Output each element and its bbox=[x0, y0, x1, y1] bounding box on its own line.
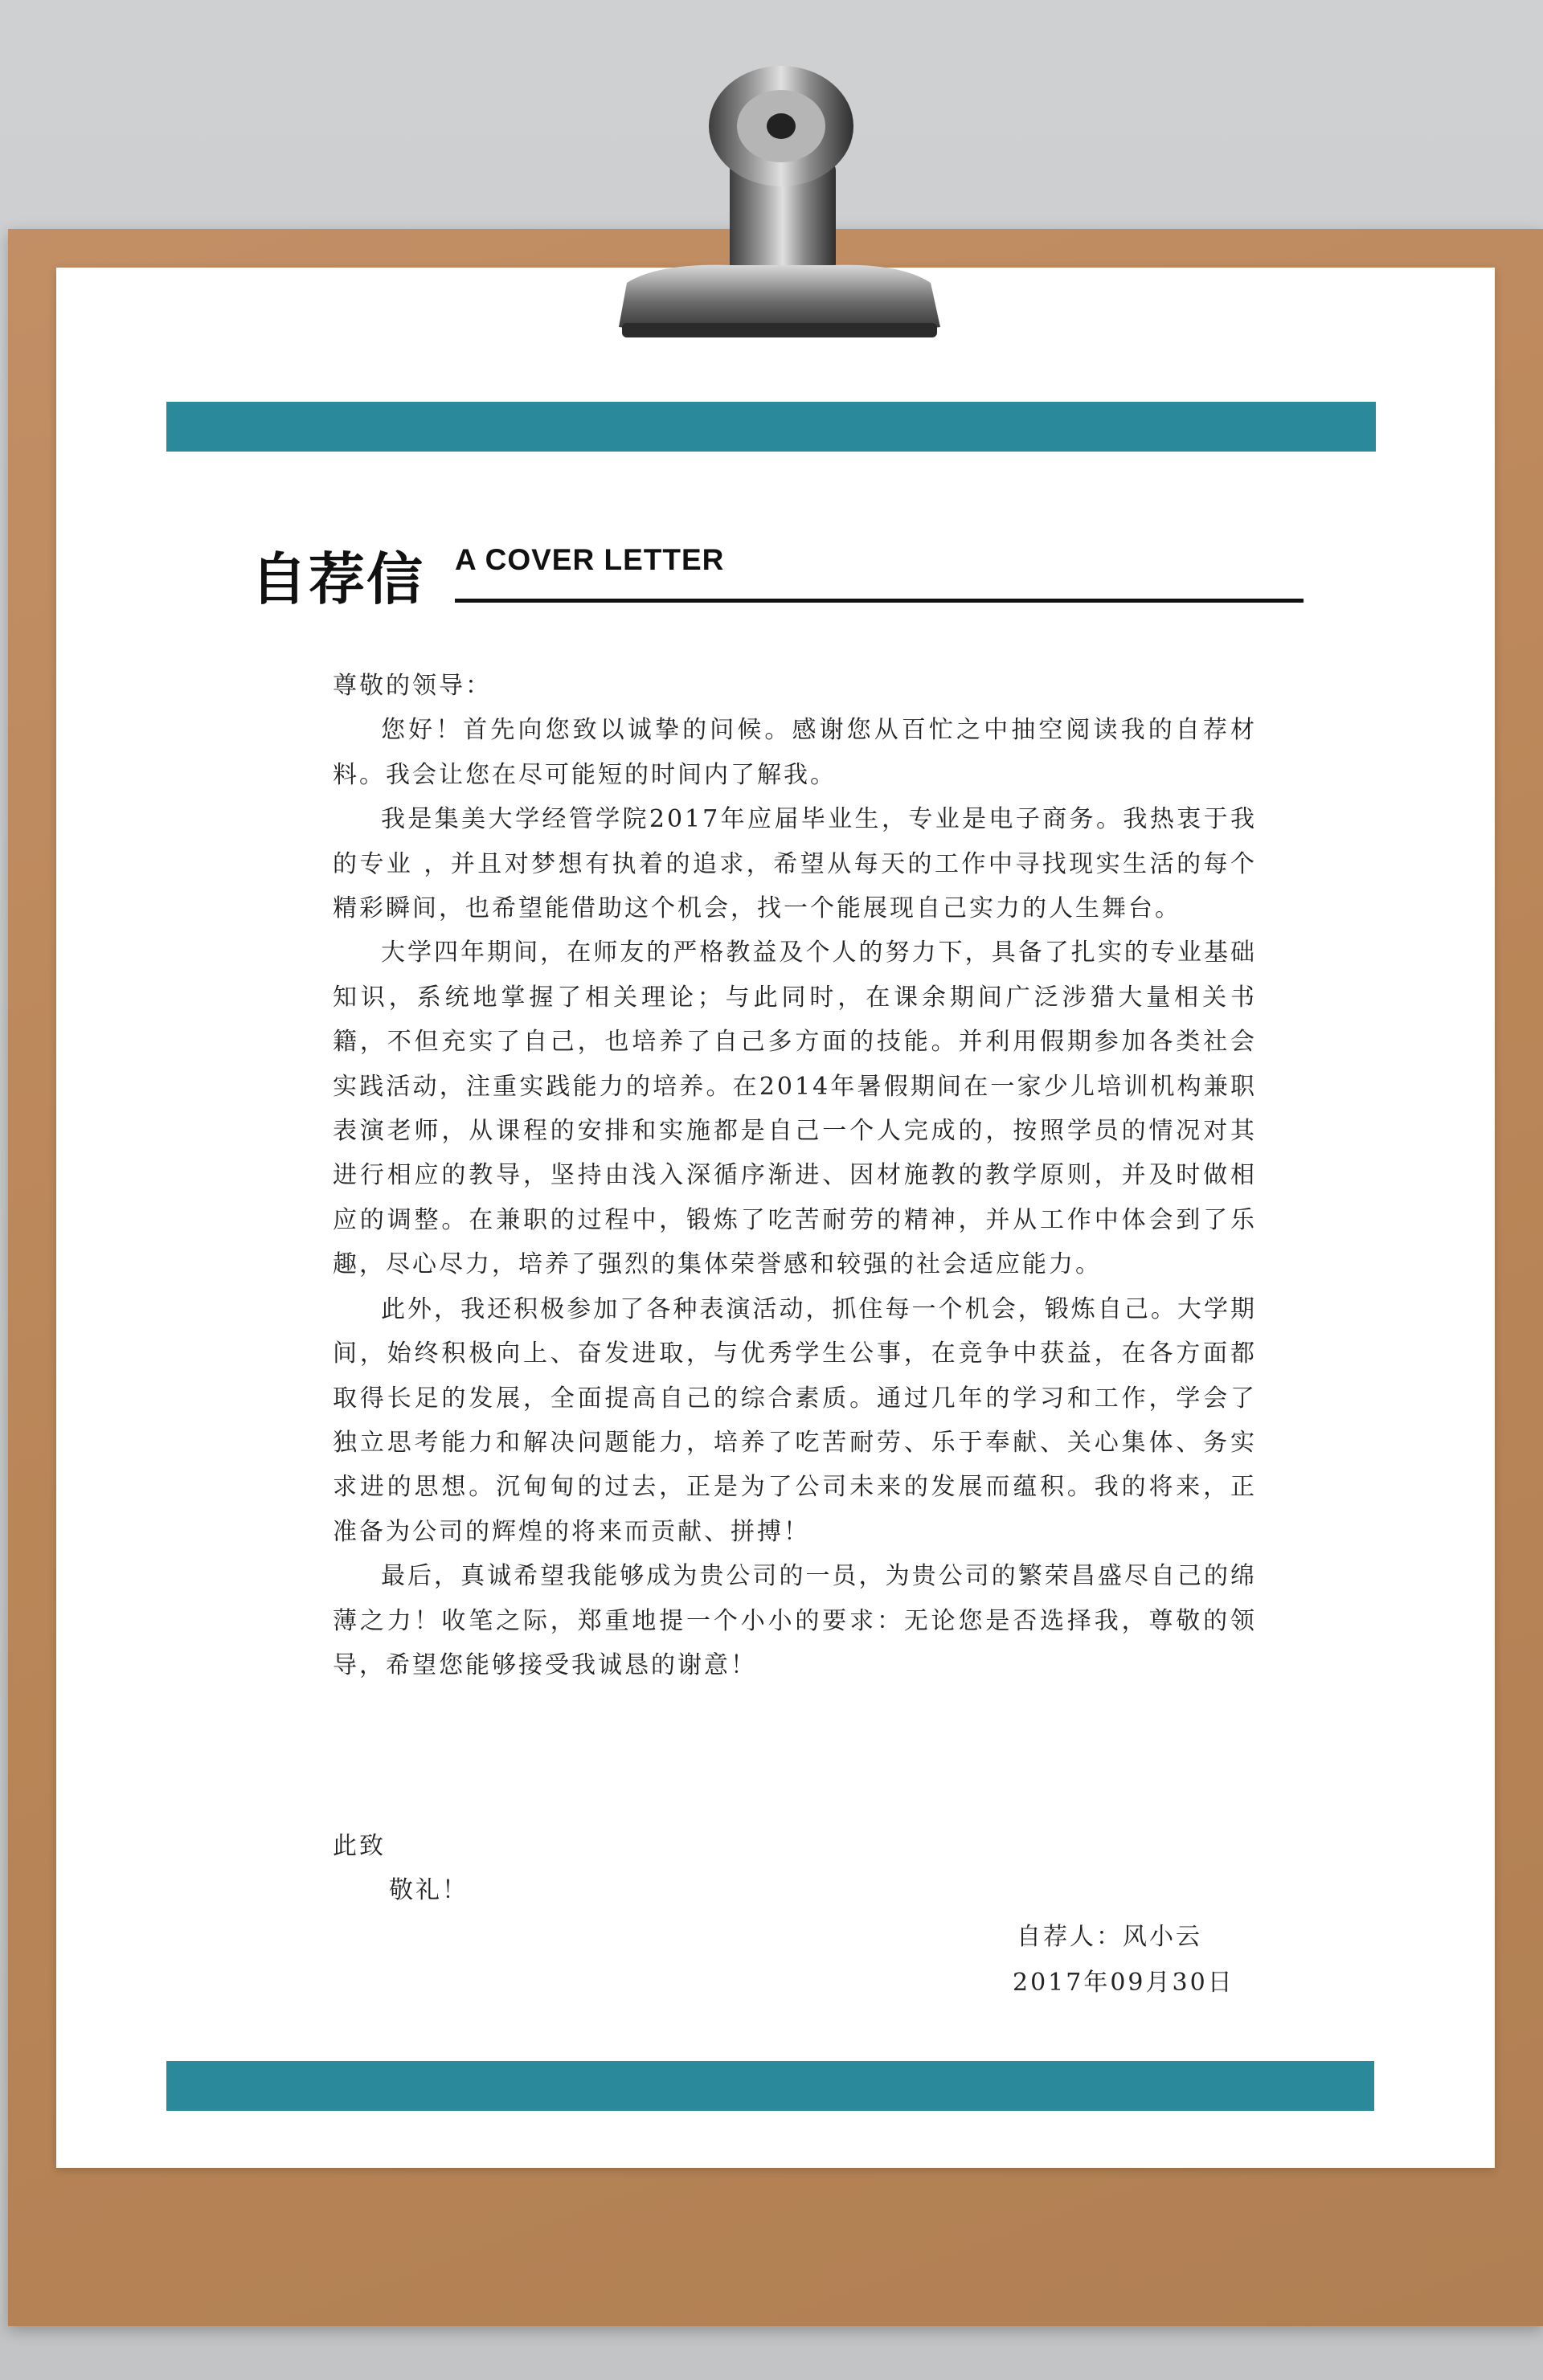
paragraph-5: 最后，真诚希望我能够成为贵公司的一员，为贵公司的繁荣昌盛尽自己的绵薄之力！收笔之际，郑重地提一个小小的要求：无论您是否选择我，尊敬的领导，希望您能够接受我诚恳的谢意！ bbox=[333, 1562, 1257, 1679]
bottom-accent-bar bbox=[166, 2061, 1374, 2111]
paragraph-4: 此外，我还积极参加了各种表演活动，抓住每一个机会，锻炼自己。大学期间，始终积极向上、奋发进取，与优秀学生公事，在竞争中获益，在各方面都取得长足的发展，全面提高自己的综合素质。通过几年的学习和工作，学会了独立思考能力和解决问题能力，培养了吃苦耐劳、乐于奉献、关心集体、务实求进的思想。沉甸甸的过去，正是为了公司未来的发展而蕴积。我的将来，正准备为公司的辉煌的将来而贡献、拼搏！ bbox=[333, 1294, 1257, 1546]
title-underline bbox=[455, 599, 1304, 603]
paragraph-2: 我是集美大学经管学院2017年应届毕业生，专业是电子商务。我热衷于我的专业 ，并且对梦想有执着的追求，希望从每天的工作中寻找现实生活的每个精彩瞬间，也希望能借助这个机会，找一个能展现自己实力的人生舞台。 bbox=[333, 805, 1257, 923]
letter-date: 2017年09月30日 bbox=[1013, 1969, 1234, 1997]
title-english: A COVER LETTER bbox=[455, 543, 725, 576]
paragraph-1: 您好！首先向您致以诚挚的问候。感谢您从百忙之中抽空阅读我的自荐材料。我会让您在尽可能短的时间内了解我。 bbox=[333, 716, 1257, 789]
letter-body bbox=[333, 664, 1257, 1687]
binder-clip-icon bbox=[611, 50, 948, 355]
title-chinese: 自荐信 bbox=[251, 546, 424, 612]
regards: 敬礼！ bbox=[389, 1876, 469, 1904]
paragraph-3: 大学四年期间，在师友的严格教益及个人的努力下，具备了扎实的专业基础知识，系统地掌握了相关理论；与此同时，在课余期间广泛涉猎大量相关书籍，不但充实了自己，也培养了自己多方面的技能。并利用假期参加各类社会实践活动，注重实践能力的培养。在2014年暑假期间在一家少儿培训机构兼职表演老师，从课程的安排和实施都是自己一个人完成的，按照学员的情况对其进行相应的教导，坚持由浅入深循序渐进、因材施教的教学原则，并及时做相应的调整。在兼职的过程中，锻炼了吃苦耐劳的精神，并从工作中体会到了乐趣，尽心尽力，培养了强烈的集体荣誉感和较强的社会适应能力。 bbox=[333, 939, 1257, 1279]
greeting: 尊敬的领导： bbox=[333, 672, 492, 700]
top-accent-bar bbox=[166, 402, 1376, 452]
closing: 此致 bbox=[333, 1832, 386, 1860]
signer: 自荐人：风小云 bbox=[1017, 1923, 1202, 1951]
